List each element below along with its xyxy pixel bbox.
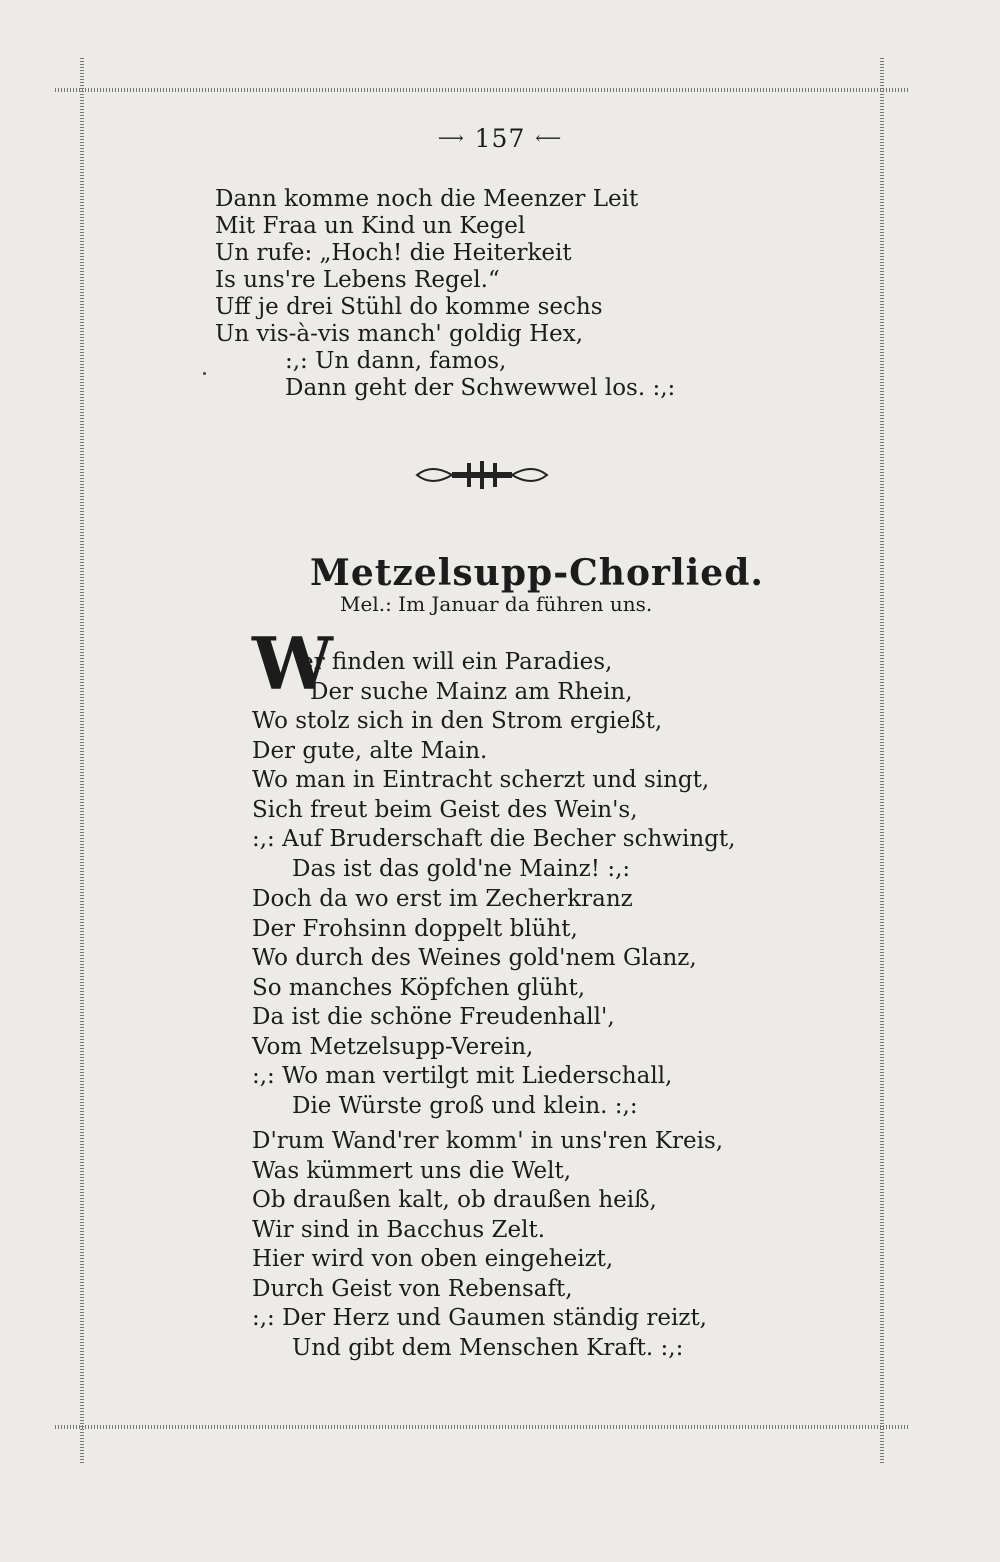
verse-line: Und gibt dem Menschen Kraft. :,: <box>292 1334 684 1361</box>
verse-line: Ob draußen kalt, ob draußen heiß, <box>252 1187 657 1213</box>
verse-line: Wo man in Eintracht scherzt und singt, <box>252 767 710 793</box>
verse-line: Doch da wo erst im Zecherkranz <box>252 886 633 912</box>
verse-line: Das ist das gold'ne Mainz! :,: <box>292 855 631 882</box>
verse-line: Wo stolz sich in den Strom ergießt, <box>252 708 663 734</box>
verse-line: Un rufe: „Hoch! die Heiterkeit <box>215 240 572 266</box>
page-number-text: 157 <box>474 124 526 153</box>
song-title: Metzelsupp-Chorlied. <box>310 552 764 594</box>
verse-line: Vom Metzelsupp-Verein, <box>252 1033 534 1060</box>
verse-line: Der Frohsinn doppelt blüht, <box>252 915 578 942</box>
divider-ornament <box>412 455 552 495</box>
right-arrow-ornament: ⟵ <box>535 128 563 149</box>
verse-line: D'rum Wand'rer komm' in uns'ren Kreis, <box>252 1128 724 1154</box>
page-number <box>0 124 1000 153</box>
verse-line: So manches Köpfchen glüht, <box>252 974 586 1001</box>
verse-line: Hier wird von oben eingeheizt, <box>252 1246 614 1272</box>
verse-line: Wo durch des Weines gold'nem Glanz, <box>252 945 697 971</box>
verse-line: Un vis-à-vis manch' goldig Hex, <box>215 321 584 347</box>
verse-line: :,: Wo man vertilgt mit Liederschall, <box>252 1063 673 1089</box>
melody-note: Mel.: Im Januar da führen uns. <box>340 592 653 616</box>
verse-line: :,: Auf Bruderschaft die Becher schwingt, <box>252 826 736 852</box>
verse-line: Sich freut beim Geist des Wein's, <box>252 796 638 823</box>
drop-cap: W <box>252 621 333 706</box>
left-rule <box>80 58 84 1463</box>
verse-line: Dann geht der Schwewwel los. :,: <box>285 375 676 401</box>
bottom-rule <box>55 1425 910 1429</box>
verse-line: Was kümmert uns die Welt, <box>252 1157 572 1184</box>
verse-line: Durch Geist von Rebensaft, <box>252 1275 573 1302</box>
verse-line: Der gute, alte Main. <box>252 737 488 764</box>
verse-line: :,: Der Herz und Gaumen ständig reizt, <box>252 1305 707 1331</box>
verse-line: er finden will ein Paradies, <box>300 649 613 675</box>
verse-line: Dann komme noch die Meenzer Leit <box>215 186 639 212</box>
song-stanza-3 <box>252 1127 723 1363</box>
top-rule <box>55 88 910 92</box>
left-arrow-ornament: ⟶ <box>437 128 465 149</box>
song-stanza-1 <box>252 648 735 884</box>
verse-line: Is uns're Lebens Regel.“ <box>215 267 500 293</box>
verse-line: Da ist die schöne Freudenhall', <box>252 1004 615 1030</box>
song-stanza-2 <box>252 885 697 1121</box>
top-stanza <box>215 186 675 402</box>
verse-line: :,: Un dann, famos, <box>285 348 507 374</box>
verse-line: Uff je drei Stühl do komme sechs <box>215 294 603 320</box>
verse-line: Die Würste groß und klein. :,: <box>292 1092 638 1119</box>
verse-line: Wir sind in Bacchus Zelt. <box>252 1216 546 1243</box>
stray-dot <box>203 372 206 375</box>
right-rule <box>880 58 884 1463</box>
verse-line: Mit Fraa un Kind un Kegel <box>215 213 526 239</box>
verse-line: Der suche Mainz am Rhein, <box>310 678 633 705</box>
